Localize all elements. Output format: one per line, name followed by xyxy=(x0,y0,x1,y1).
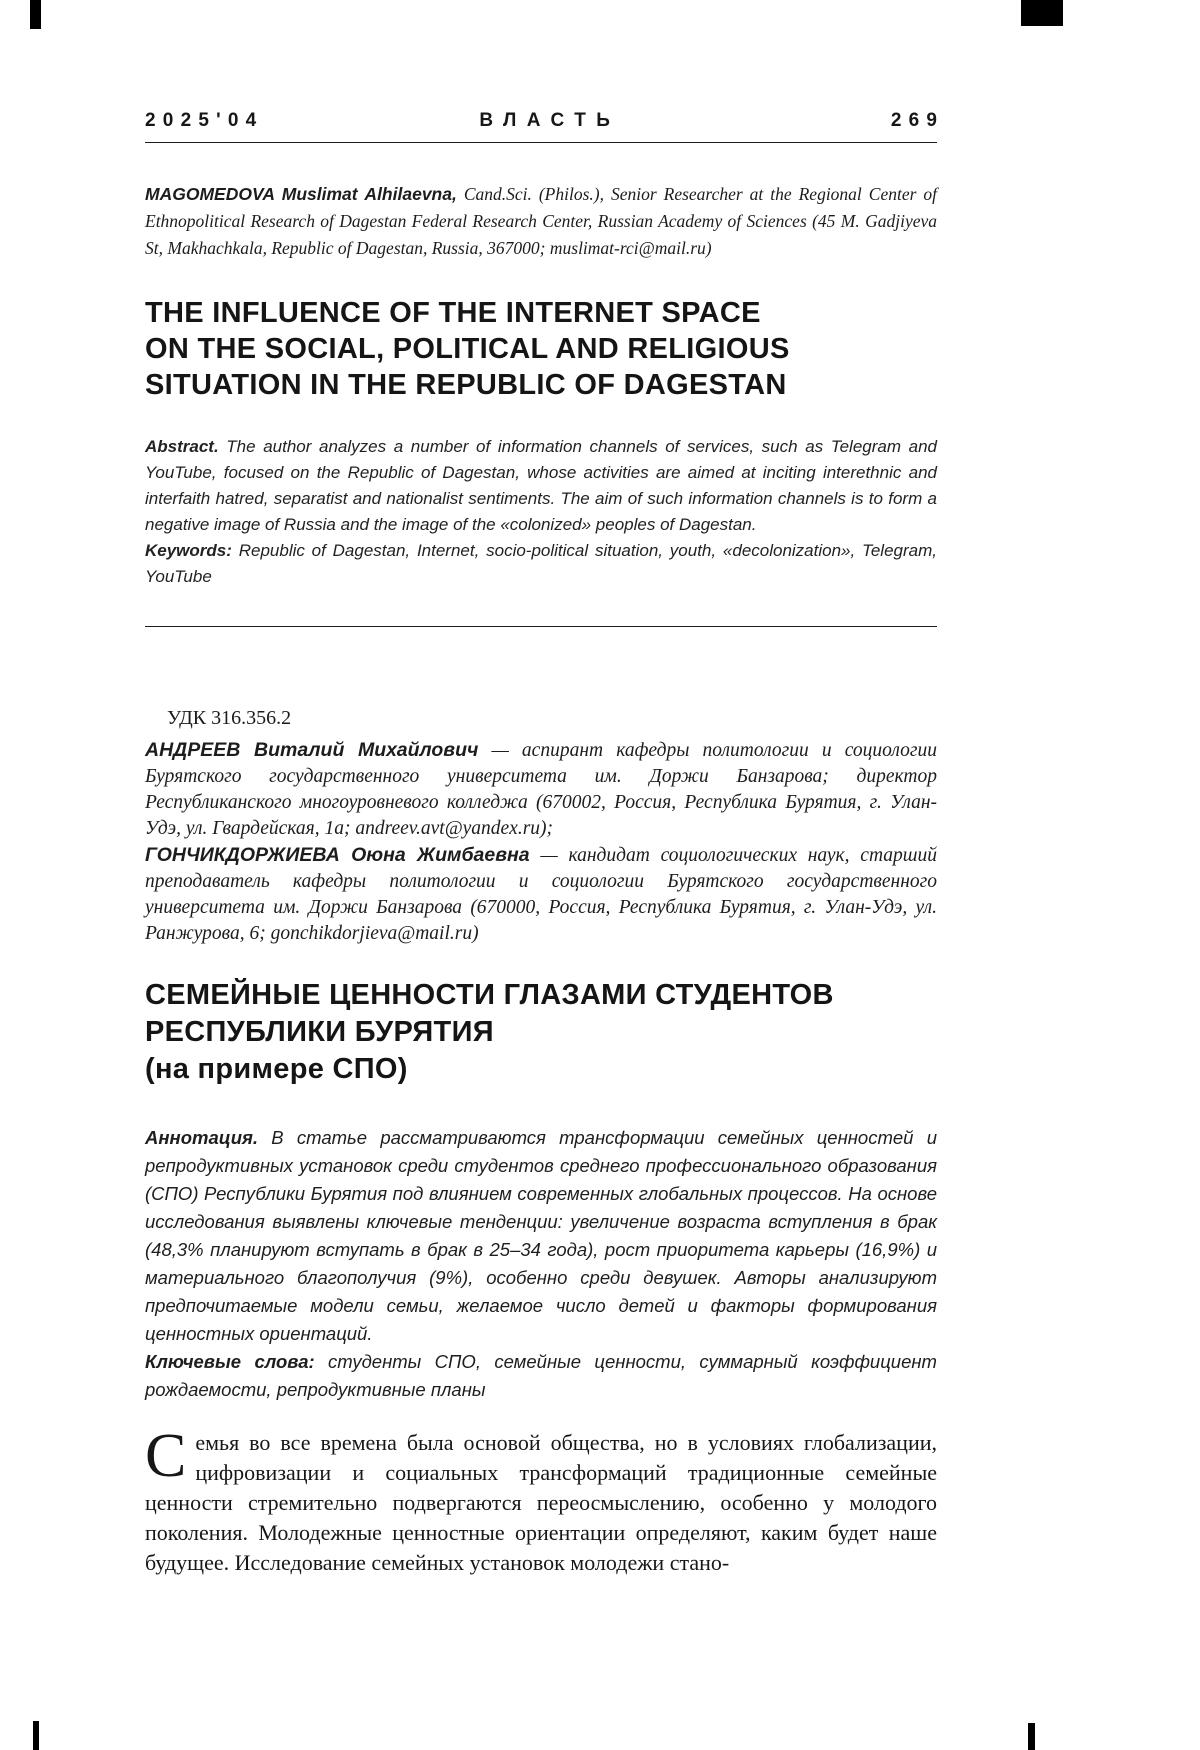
author-affiliation-ru-1: — аспирант кафедры политологии и социологии Бурятского государственного университета им. Доржи Банзарова; директор Республиканского многоуровневого колледжа (670002, Россия, Республика Бурятия, г. Улан-Удэ, ул. Гвардейская, 1а; andreev.avt@yandex.ru); xyxy=(145,740,937,839)
issue-number: 2025'04 xyxy=(145,110,264,131)
author-name-ru-2: ГОНЧИКДОРЖИЕВА Оюна Жимбаевна xyxy=(145,844,530,866)
article-title-en xyxy=(145,295,937,403)
running-head xyxy=(145,110,945,143)
abstract-en xyxy=(145,434,937,538)
crop-mark-bottom-right xyxy=(1028,1723,1035,1750)
keywords-text: Republic of Dagestan, Internet, socio-political situation, youth, «decolonization», Telegram, YouTube xyxy=(145,541,937,586)
page-content xyxy=(145,0,945,1578)
keywords-en xyxy=(145,538,937,590)
section-divider xyxy=(145,626,937,627)
author-name-ru-1: АНДРЕЕВ Виталий Михайлович xyxy=(145,739,479,761)
annotation-ru xyxy=(145,1124,937,1348)
keywords-ru-label: Ключевые слова: xyxy=(145,1351,315,1372)
article-title-ru xyxy=(145,977,937,1088)
annotation-text: В статье рассматриваются трансформации семейных ценностей и репродуктивных установок среди студентов среднего профессионального образования (СПО) Республики Бурятия под влиянием современных глобальных процессов. На основе исследования выявлены ключевые тенденции: увеличение возраста вступления в брак (48,3% планируют вступать в брак в 25–34 года), рост приоритета карьеры (16,9%) и материального благополучия (9%), особенно среди девушек. Авторы анализируют предпочитаемые модели семьи, желаемое число детей и факторы формирования ценностных ориентаций. xyxy=(145,1127,937,1344)
author-info-ru-2 xyxy=(145,842,937,947)
author-info-ru-1 xyxy=(145,737,937,842)
author-affiliation-en: Cand.Sci. (Philos.), Senior Researcher at the Regional Center of Ethnopolitical Research of Dagestan Federal Research Center, Russian Academy of Sciences (45 M. Gadjiyeva St, Makhachkala, Republic of Dagestan, Russia, 367000; muslimat-rci@mail.ru) xyxy=(145,184,938,258)
keywords-ru-text: студенты СПО, семейные ценности, суммарный коэффициент рождаемости, репродуктивные планы xyxy=(145,1351,937,1400)
abstract-label: Abstract. xyxy=(145,437,219,456)
author-affiliation-ru-2: — кандидат социологических наук, старший преподаватель кафедры политологии и социологии Бурятского государственного университета им. Доржи Банзарова (670000, Россия, Республика Бурятия, г. Улан-Удэ, ул. Ранжурова, 6; gonchikdorjieva@mail.ru) xyxy=(145,845,937,944)
title-line: THE INFLUENCE OF THE INTERNET SPACE xyxy=(145,297,761,329)
crop-mark-bottom-left xyxy=(33,1721,39,1750)
keywords-label: Keywords: xyxy=(145,541,232,560)
title-line: SITUATION IN THE REPUBLIC OF DAGESTAN xyxy=(145,369,787,401)
crop-mark-top-left xyxy=(30,0,41,29)
page-number: 269 xyxy=(890,110,945,131)
abstract-text: The author analyzes a number of information channels of services, such as Telegram and YouTube, focused on the Republic of Dagestan, whose activities are aimed at inciting interethnic and interfaith hatred, separatist and nationalist sentiments. The aim of such information channels is to form a negative image of Russia and the image of the «colonized» peoples of Dagestan. xyxy=(145,437,937,534)
author-name-en: MAGOMEDOVA Muslimat Alhilaevna, xyxy=(145,184,457,204)
body-text: емья во все времена была основой общества, но в условиях глобализации, цифровизации и социальных трансформаций традиционные семейные ценности стремительно подвергаются переосмыслению, особенно у молодого поколения. Молодежные ценностные ориентации определяют, каким будет наше будущее. Исследование семейных установок молодежи стано- xyxy=(145,1430,937,1575)
crop-mark-top-right xyxy=(1021,0,1063,26)
keywords-ru xyxy=(145,1348,937,1404)
title-line: РЕСПУБЛИКИ БУРЯТИЯ xyxy=(145,1016,494,1048)
journal-title: ВЛАСТЬ xyxy=(479,110,621,131)
article-body-paragraph xyxy=(145,1422,937,1578)
author-info-en xyxy=(145,181,937,262)
title-line: ON THE SOCIAL, POLITICAL AND RELIGIOUS xyxy=(145,333,790,365)
annotation-label: Аннотация. xyxy=(145,1127,259,1148)
drop-cap: С xyxy=(145,1422,187,1490)
udk-code: УДК 316.356.2 xyxy=(167,707,292,729)
title-line: (на примере СПО) xyxy=(145,1053,408,1085)
title-line: СЕМЕЙНЫЕ ЦЕННОСТИ ГЛАЗАМИ СТУДЕНТОВ xyxy=(145,979,834,1011)
